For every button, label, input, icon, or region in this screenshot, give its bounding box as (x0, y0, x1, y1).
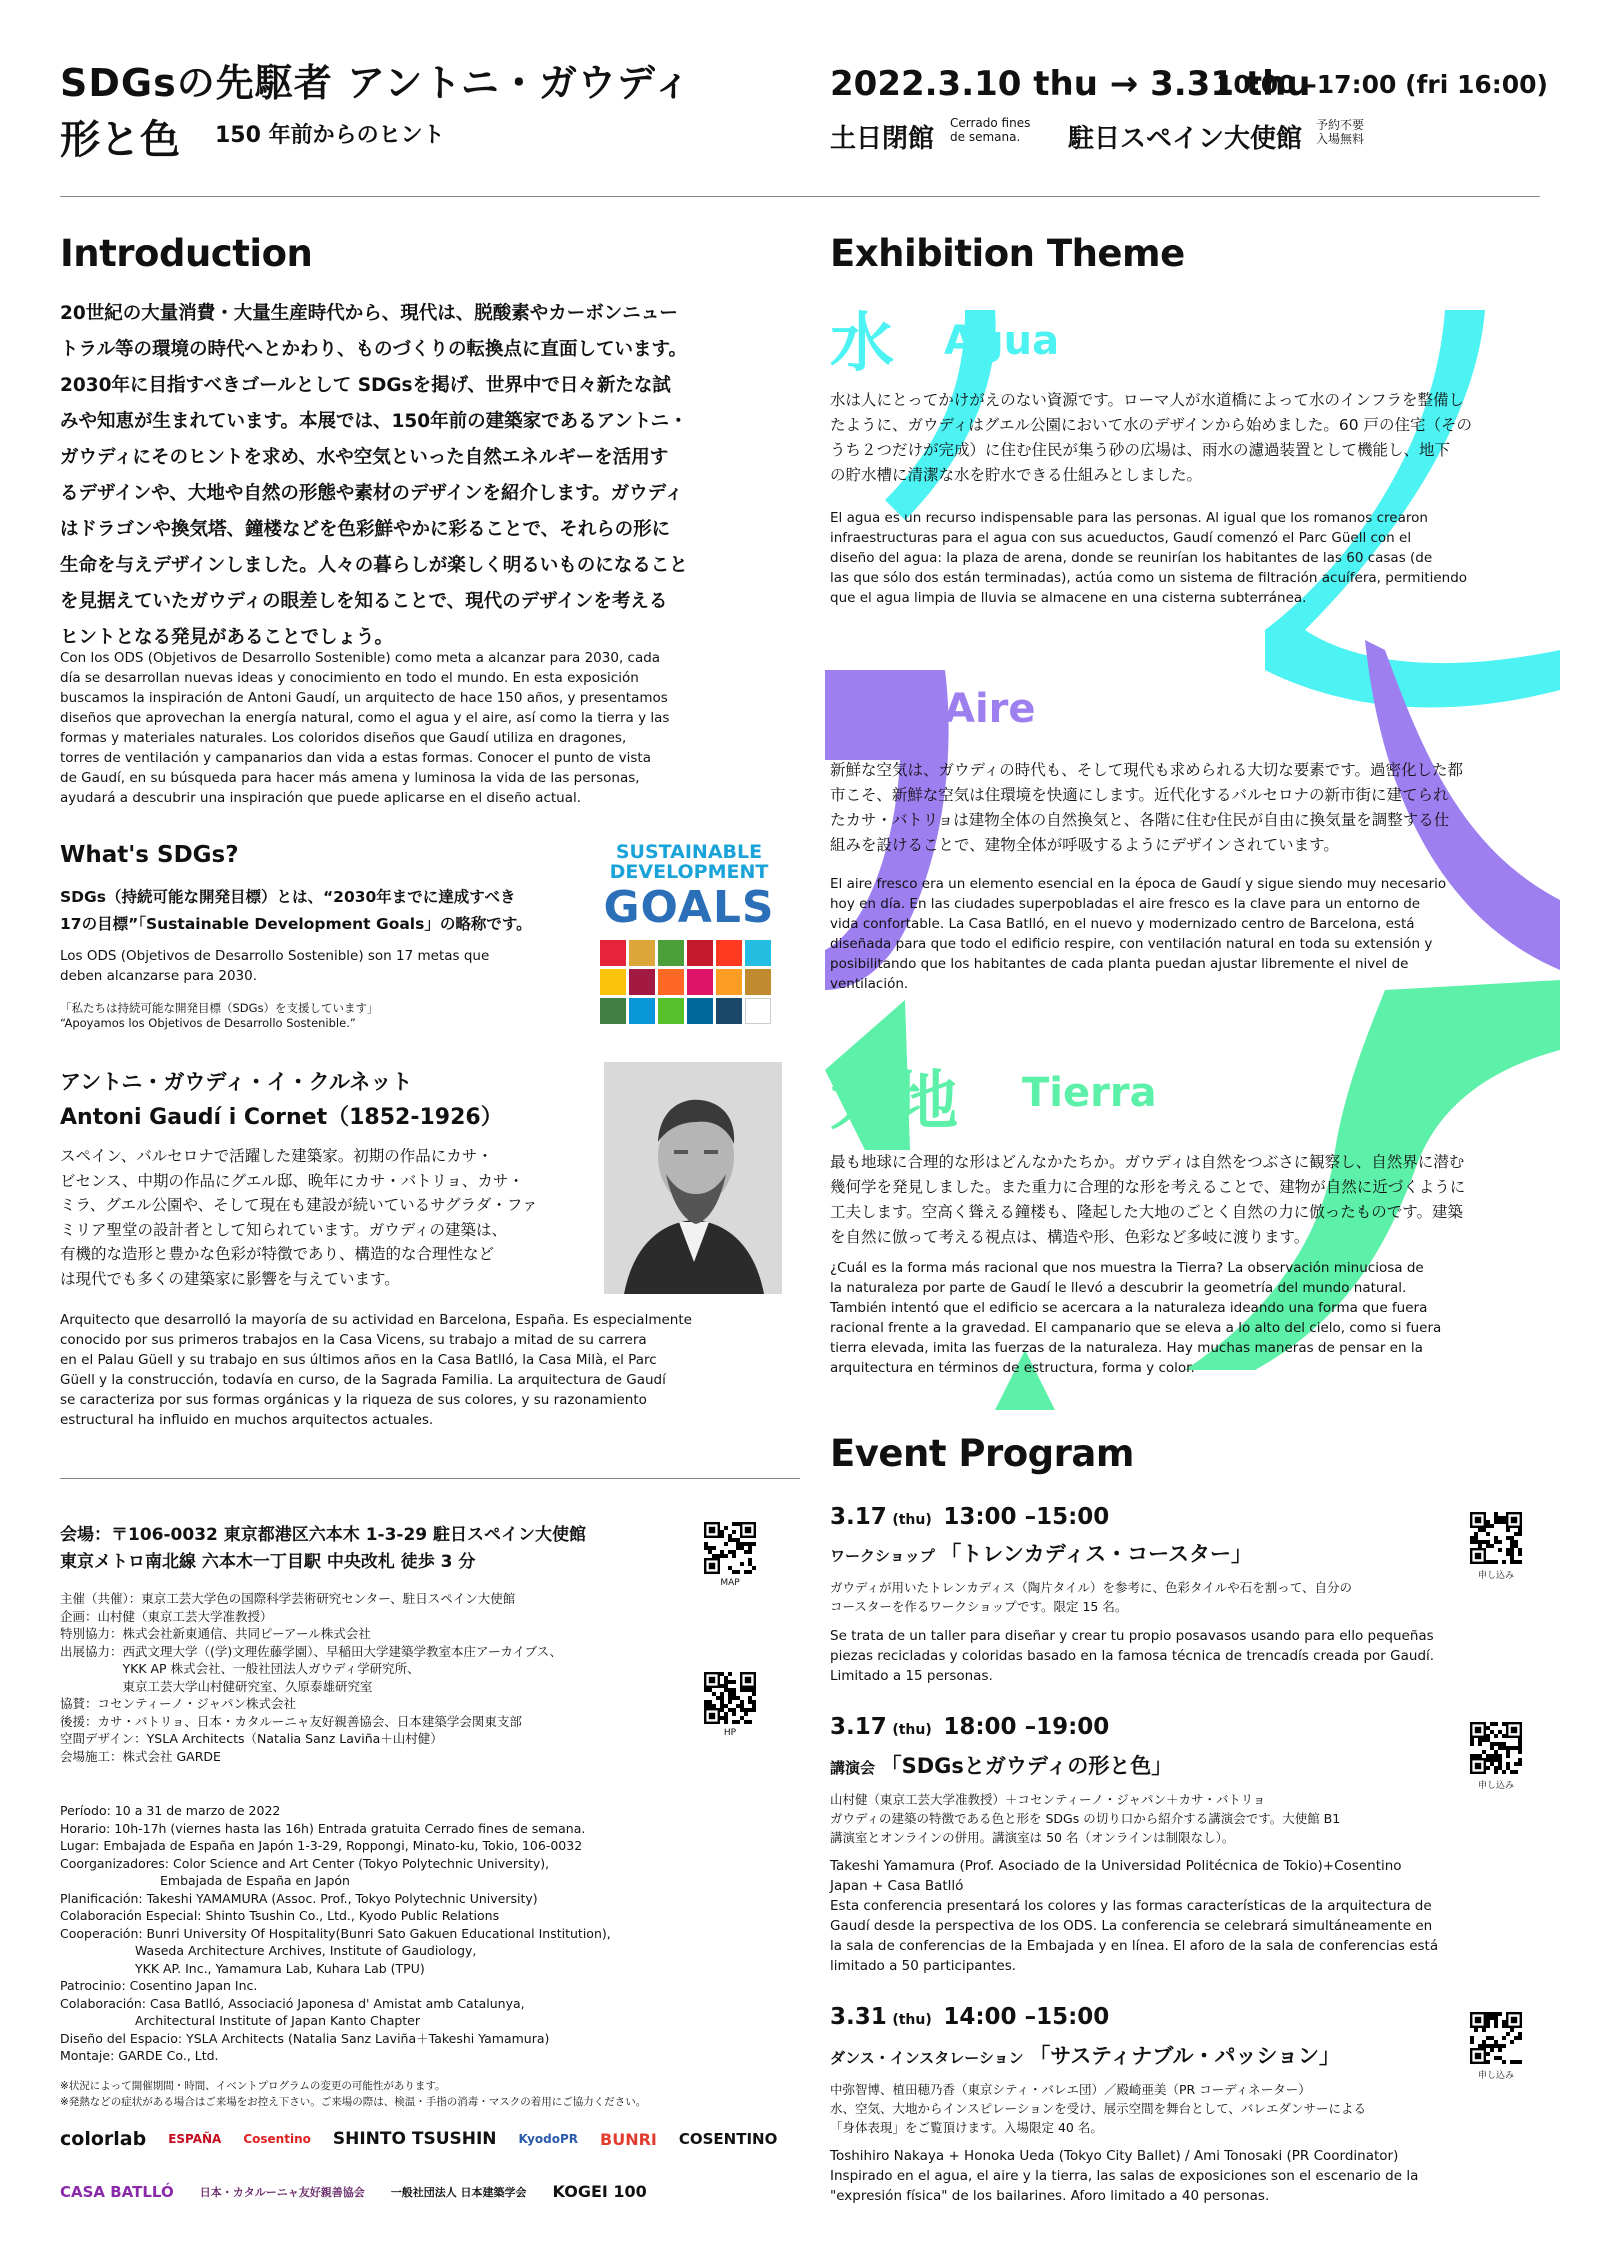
event-3-time: 14:00 –15:00 (943, 2004, 1110, 2030)
cosentino-logo: COSENTINO (678, 2130, 778, 2148)
colorlab-logo: colorlab (60, 2128, 147, 2150)
event-3-title-row (830, 2040, 1340, 2070)
venue-divider (60, 1478, 800, 1479)
sdg-goal-tile (658, 969, 684, 995)
sdg-logo-goals-text: GOALS (603, 882, 775, 933)
admission-note: 予約不要 入場無料 (1316, 118, 1365, 146)
event-1-apply-label: 申し込み (1477, 1571, 1514, 1581)
event-3-apply-label: 申し込み (1477, 2071, 1514, 2081)
event-program-heading: Event Program (830, 1432, 1134, 1475)
exhibition-theme-heading: Exhibition Theme (830, 232, 1185, 275)
event-2-title-row (830, 1750, 1172, 1780)
event-1-datetime (830, 1504, 1109, 1530)
closed-notice: 土日閉館 (830, 124, 935, 154)
event-1-type: ワークショップ (830, 1547, 935, 1565)
sdg-goal-tile (687, 940, 713, 966)
event-2-date: 3.17 (830, 1714, 887, 1740)
event-2-description-jp: 山村健（東京工芸大学准教授）＋コセンティーノ・ジャパン＋カサ・バトリョ ガウディの建築の特徴である色と形を SDGs の切り口から紹介する講演会です。大使館 B1 講演室とオンラインの併用。講演室は 50 名（オンラインは制限なし）。 (830, 1792, 1341, 1845)
sdg-goal-tile (629, 940, 655, 966)
event-3-description-jp: 中弥智博、植田穂乃香（東京シティ・バレエ団）／殿崎亜美（PR コーディネーター） 水、空気、大地からインスピレーションを受け、展示空間を舞台として、バレエダンサーによる 「身体表現」をご覧頂けます。入場限定 40 名。 (830, 2082, 1367, 2135)
header-divider (60, 196, 1540, 197)
exhibition-hours: 10:00 –17:00 (fri 16:00) (1216, 70, 1548, 99)
sdg-goal-tile (658, 998, 684, 1024)
sdg-goal-tile (745, 940, 771, 966)
credits-es: Período: 10 a 31 de marzo de 2022 Horario: 10h-17h (viernes hasta las 16h) Entrada gratuita Cerrado fines de semana. Lugar: Embajada de España en Japón 1-3-29, Roppongi, Minato-ku, Tokio, 106-0032 Coorganizadores: Color Science and Art Center (Tokyo Polytechnic University), Embajada de España en Japón Planificación: Takeshi YAMAMURA (Assoc. Prof., Tokyo Polytechnic University) Colaboración Especial: Shinto Tsushin Co., Ltd., Kyodo Public Relations Cooperación: Bunri University Of Hospitality(Bunri Sato Gakuen Educational Institution), Waseda Architecture Archives, Institute of Gaudiology, YKK AP. Inc., Yamamura Lab, Kuhara Lab (TPU) Patrocinio: Cosentino Japan Inc. Colaboración: Casa Batlló, Associació Japonesa d' Amistat amb Catalunya, Architectural Institute of Japan Kanto Chapter Diseño del Espacio: YSLA Architects (Natalia Sanz Laviña＋Takeshi Yamamura) Montaje: GARDE Co., Ltd. (60, 1803, 611, 2063)
event-2-datetime (830, 1714, 1109, 1740)
sdg-goal-tile (600, 940, 626, 966)
event-1-description-jp: ガウディが用いたトレンカディス（陶片タイル）を参考に、色彩タイルや石を割って、自分の コースターを作るワークショップです。限定 15 名。 (830, 1580, 1352, 1614)
introduction-heading: Introduction (60, 232, 313, 275)
sdg-logo-line2: DEVELOPMENT (609, 861, 769, 883)
earth-title-es: Tierra (1022, 1070, 1157, 1116)
gaudi-bio-es: Arquitecto que desarrolló la mayoría de su actividad en Barcelona, España. Es especialmente conocido por sus primeros trabajos en la Casa Vicens, su trabajo a mitad de su carrera en el Palau Güell y su trabajo en sus últimos años en la Casa Batlló, la Casa Milà, el Parc Güell y la construcción, todavía en curso, de la Sagrada Familia. La arquitectura de Gaudí se caracteriza por sus formas orgánicas y la riqueza de sus colores, y su razonamiento estructural ha influido en muchos arquitectos actuales. (60, 1312, 692, 1428)
sdg-goal-tile (716, 969, 742, 995)
sdg-goal-tile (629, 998, 655, 1024)
gaudi-portrait-photo (604, 1062, 782, 1294)
event-3-type: ダンス・インスタレーション (830, 2049, 1024, 2067)
air-title-es: Aire (944, 686, 1036, 732)
sdg-goal-tile (687, 998, 713, 1024)
exhibition-title-line2: 形と色 (60, 117, 180, 163)
map-qr-code[interactable] (704, 1522, 756, 1588)
sdgs-description-es: Los ODS (Objetivos de Desarrollo Sostenible) son 17 metas que deben alcanzarse para 2030. (60, 948, 490, 984)
event-1-title-row (830, 1538, 1252, 1568)
event-1-time: 13:00 –15:00 (943, 1504, 1110, 1530)
sdg-goal-tile (629, 969, 655, 995)
sdg-goal-tile (716, 998, 742, 1024)
gaudi-bio-jp: スペイン、バルセロナで活躍した建築家。初期の作品にカサ・ ビセンス、中期の作品にグエル邸、晩年にカサ・バトリョ、カサ・ ミラ、グエル公園や、そして現在も建設が続いているサグラダ・ファ ミリア聖堂の設計者として知られています。ガウディの建築は、 有機的な造形と豊かな色彩が特徴であり、構造的な合理性など は現代でも多くの建築家に影響を与えています。 (60, 1147, 538, 1288)
venue-name: 駐日スペイン大使館 (1068, 124, 1303, 154)
sdg-goal-tile (745, 998, 771, 1024)
exhibition-dates: 2022.3.10 thu → 3.31 thu (830, 64, 1311, 104)
earth-kanji: 大地 (830, 1065, 958, 1139)
air-description-jp: 新鮮な空気は、ガウディの時代も、そして現代も求められる大切な要素です。過密化した都 市こそ、新鮮な空気は住環境を快適にします。近代化するバルセロナの新市街に建てられ たカサ・バトリョは建物全体の自然換気と、各階に住む住民が自由に換気量を調整する仕 組みを設けることで、建物全体が呼吸するようにデザインされています。 (830, 761, 1464, 854)
event-2-apply-qr[interactable] (1470, 1722, 1522, 1791)
venue-address: 会場：〒106-0032 東京都港区六本木 1-3-29 駐日スペイン大使館 東京メトロ南北線 六本木一丁目駅 中央改札 徒歩 3 分 (60, 1525, 587, 1572)
water-title-es: Agua (944, 318, 1060, 364)
sdg-logo-line1: SUSTAINABLE (615, 841, 763, 863)
credits-jp: 主催（共催）：東京工芸大学色の国際科学芸術研究センター、駐日スペイン大使館 企画：山村健（東京工芸大学准教授） 特別協力：株式会社新東通信、共同ピーアール株式会社 出展協力：西武文理大学（(学)文理佐藤学園）、早稲田大学建築学教室本庄アーカイブス、 YKK AP 株式会社、一般社団法人ガウディ学研究所、 東京工芸大学山村健研究室、久原泰雄研究室 協賛：コセンティーノ・ジャパン株式会社 後援：カサ・バトリョ、日本・カタルーニャ友好親善協会、日本建築学会関東支部 空間デザイン：YSLA Architects（Natalia Sanz Laviña＋山村健） 会場施工：株式会社 GARDE (60, 1591, 563, 1764)
sdg-goal-tile (745, 969, 771, 995)
sponsor-logos-row1 (60, 2128, 800, 2150)
exhibition-subtitle: 150 年前からのヒント (215, 123, 445, 148)
sdgs-support-es: “Apoyamos los Objetivos de Desarrollo Sostenible.” (60, 1016, 356, 1030)
map-qr-icon (704, 1522, 756, 1574)
event-1-date: 3.17 (830, 1504, 887, 1530)
aij-logo: 一般社団法人 日本建築学会 (390, 2185, 527, 2199)
gaudi-name-es: Antoni Gaudí i Cornet（1852-1926） (60, 1105, 503, 1130)
closed-notice-es: Cerrado fines de semana. (950, 116, 1031, 144)
event-3-title: 「サスティナブル・パッション」 (1029, 2044, 1341, 2068)
event-3-date: 3.31 (830, 2004, 887, 2030)
embassy-logo: Cosentino (243, 2132, 311, 2146)
hp-qr-label: HP (723, 1728, 737, 1738)
event-2-type: 講演会 (830, 1759, 876, 1777)
shinto-tsushin-logo: SHINTO TSUSHIN (332, 2129, 497, 2149)
introduction-jp: 20世紀の大量消費・大量生産時代から、現代は、脱酸素やカーボンニュー トラル等の環境の時代へとかわり、ものづくりの転換点に直面しています。 2030年に目指すべきゴールとして SDGsを掲げ、世界中で日々新たな試 みや知恵が生まれています。本展では、150年前の建築家であるアントニ・ ガウディにそのヒントを求め、水や空気といった自然エネルギーを活用す るデザインや、大地や自然の形態や素材のデザインを紹介します。ガウディ はドラゴンや換気塔、鐘楼などを色彩鮮やかに彩ることで、それらの形に 生命を与えデザインしました。人々の暮らしが楽しく明るいものになること を見据えていたガウディの眼差しを知ることで、現代のデザインを考える ヒントとなる発見があることでしょう。 (60, 303, 688, 648)
event-3-qr-icon (1470, 2012, 1522, 2064)
earth-description-jp: 最も地球に合理的な形はどんなかたちか。ガウディは自然をつぶさに観察し、自然界に潜む 幾何学を発見しました。また重力に合理的な形を考えることで、建物が自然に近づくように 工夫します。空高く聳える鐘楼も、隆起した大地のごとく自然の力に倣ったものです。建築 を自然に倣って考える視点は、構造や形、色彩など多岐に渡ります。 (830, 1153, 1466, 1246)
event-1-title: 「トレンカディス・コースター」 (940, 1542, 1253, 1566)
sponsor-logos-row2 (60, 2182, 800, 2201)
event-1-description-es: Se trata de un taller para diseñar y crear tu propio posavasos usando para ello pequeñas piezas recicladas y coloridas basado en la famosa técnica de trencadís creada por Gaudí. Limitado a 15 personas. (830, 1628, 1435, 1684)
air-description-es: El aire fresco era un elemento esencial en la época de Gaudí y sigue siendo muy necesario hoy en día. En las ciudades superpobladas el aire fresco es la clave para un entorno de vida confortable. La Casa Batlló, en el nuevo y modernizado centro de Barcelona, está diseñada para que todo el edificio respire, con ventilación natural en toda su extensión y posibilitando que los habitantes de cada planta puedan ajustar libremente el nivel de ventilación. (830, 876, 1447, 992)
exhibition-title: SDGsの先駆者 アントニ・ガウディ (60, 61, 692, 105)
event-2-title: 「SDGsとガウディの形と色」 (880, 1754, 1173, 1778)
introduction-es: Con los ODS (Objetivos de Desarrollo Sostenible) como meta a alcanzar para 2030, cada día se desarrollan nuevas ideas y conocimiento en todo el mundo. En esta exposición buscamos la inspiración de Antoni Gaudí, un arquitecto de hace 150 años, y presentamos diseños que aprovechan la energía natural, como el agua y el aire, así como la tierra y las formas y materiales naturales. Los coloridos diseños que Gaudí utiliza en dragones, torres de ventilación y campanarios dan vida a estas formas. Conocer el punto de vista de Gaudí, en su búsqueda para hacer más amena y luminosa la vida de las personas, ayudará a descubrir una inspiración que puede aplicarse en el diseño actual. (60, 650, 670, 806)
event-2-qr-icon (1470, 1722, 1522, 1774)
event-1-qr-icon (1470, 1512, 1522, 1564)
event-2-dow: (thu) (892, 1722, 932, 1738)
sdgs-support-jp: 「私たちは持続可能な開発目標（SDGs）を支援しています」 (60, 1001, 379, 1015)
event-2-description-es: Takeshi Yamamura (Prof. Asociado de la Universidad Politécnica de Tokio)+Cosentino Japan + Casa Batlló Esta conferencia presentará los colores y las formas características de la arquitectura de Gaudí desde la perspectiva de los ODS. La conferencia se celebrará simultáneamente en la sala de conferencias de la Embajada y en línea. El aforo de la sala de conferencias está limitado a 50 participantes. (830, 1858, 1439, 1974)
event-3-description-es: Toshihiro Nakaya + Honoka Ueda (Tokyo City Ballet) / Ami Tonosaki (PR Coordinator) Inspirado en el agua, el aire y la tierra, las salas de exposiciones son el escenario de la "expresión física" de los bailarines. Aforo limitado a 40 personas. (830, 2148, 1419, 2204)
map-qr-label: MAP (720, 1578, 740, 1588)
event-3-datetime (830, 2004, 1109, 2030)
earth-description-es: ¿Cuál es la forma más racional que nos muestra la Tierra? La observación minuciosa de la naturaleza por parte de Gaudí le llevó a descubrir la geometría del mundo natural. También intentó que el edificio se acercara a la naturaleza ideando una forma que fuera racional frente a la gravedad. El campanario que se eleva a lo alto del cielo, como si fuera tierra elevada, imita las fuerzas de la naturaleza. Hay muchas maneras de pensar en la arquitectura en términos de estructura, forma y color. (830, 1260, 1442, 1376)
event-3-dow: (thu) (892, 2012, 932, 2028)
kyodo-pr-logo: KyodoPR (518, 2132, 578, 2146)
catalonia-association-logo: 日本・カタルーニャ友好親善協会 (199, 2185, 365, 2199)
sdg-logo-text (600, 842, 778, 882)
hp-qr-icon (704, 1672, 756, 1724)
air-kanji: 風 (830, 679, 894, 753)
bunri-logo: BUNRI (600, 2129, 657, 2149)
gaudi-name-jp: アントニ・ガウディ・イ・クルネット (60, 1070, 413, 1094)
sdg-goal-tile (658, 940, 684, 966)
notes: ※状況によって開催期間・時間、イベントプログラムの変更の可能性があります。 ※発熱などの症状がある場合はご来場をお控え下さい。ご来場の際は、検温・手指の消毒・マスクの着用にご協力ください。 (60, 2080, 647, 2108)
water-description-es: El agua es un recurso indispensable para las personas. Al igual que los romanos crearon infraestructuras para el agua con sus acueductos, Gaudí comenzó el Parc Güell con el diseño del agua: la plaza de arena, donde se reunirían los habitantes de las 60 casas (de las que sólo dos están terminadas), actúa como un sistema de filtración acuífera, permitiendo que el agua limpia de lluvia se almacene en una cisterna subterránea. (830, 510, 1468, 606)
event-3-apply-qr[interactable] (1470, 2012, 1522, 2081)
kogei-100-logo: KOGEI 100 (552, 2182, 647, 2201)
casa-batllo-logo: CASA BATLLÓ (60, 2182, 174, 2201)
sdg-goal-tiles (600, 940, 771, 1024)
event-2-time: 18:00 –19:00 (943, 1714, 1110, 1740)
event-1-dow: (thu) (892, 1512, 932, 1528)
sdg-goal-tile (687, 969, 713, 995)
sdg-goal-tile (600, 969, 626, 995)
sdgs-description-jp: SDGs（持続可能な開発目標）とは、“2030年までに達成すべき 17の目標”「Sustainable Development Goals」の略称です。 (60, 888, 532, 933)
event-2-apply-label: 申し込み (1477, 1781, 1514, 1791)
sdg-goal-tile (716, 940, 742, 966)
hp-qr-code[interactable] (704, 1672, 756, 1738)
water-kanji: 水 (830, 307, 894, 381)
sdg-logo-goals (600, 882, 778, 933)
water-description-jp: 水は人にとってかけがえのない資源です。ローマ人が水道橋によって水のインフラを整備し たように、ガウディはグエル公園において水のデザインから始めました。60 戸の住宅（その うち２つだけが完成）に住む住民が集う砂の広場は、雨水の濾過装置として機能し、地下 の貯水槽に清潔な水を貯水できる仕組みとしました。 (830, 391, 1473, 484)
sdg-goal-tile (600, 998, 626, 1024)
spain-logo: ESPAÑA (168, 2132, 222, 2146)
sdgs-heading: What's SDGs? (60, 842, 239, 868)
event-1-apply-qr[interactable] (1470, 1512, 1522, 1581)
